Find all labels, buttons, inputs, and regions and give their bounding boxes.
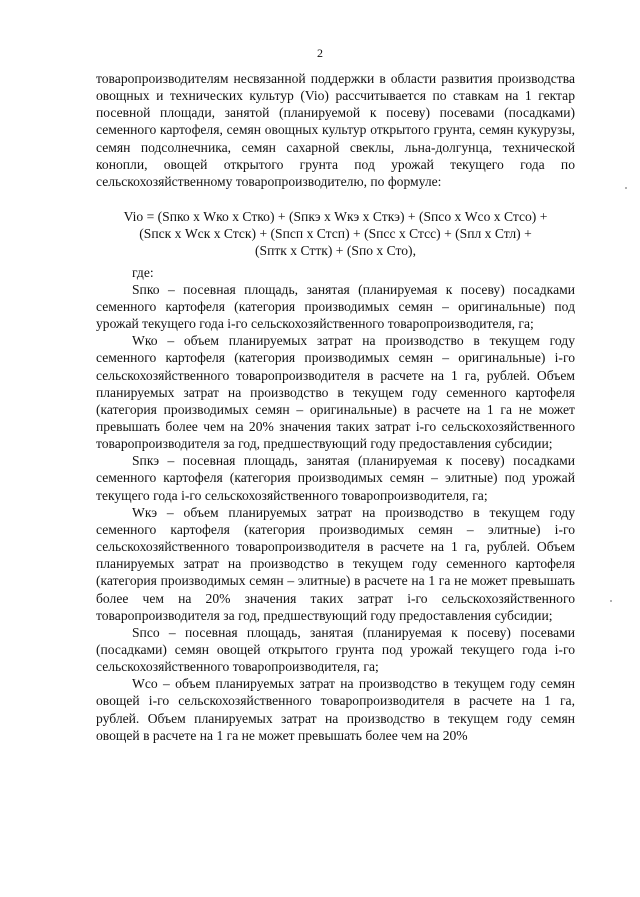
definition-spke: Sпкэ – посевная площадь, занятая (планируемая к посеву) посадками семенного картофеля (категория производимых семян – элитные) под урожай текущего года i-го сельскохозяйственного товаропроизводителя, га; <box>96 453 575 503</box>
formula-line-3: (Sптк х Сттк) + (Sпо х Сто), <box>255 243 416 259</box>
definition-spko: Sпко – посевная площадь, занятая (планируемая к посеву) посадками семенного картофеля (категория производимых семян – оригинальные) под урожай текущего года i-го сельскохозяйственного товаропроизводителя, га; <box>96 281 575 332</box>
scan-speck <box>625 187 627 189</box>
definition-wso: Wсо – объем планируемых затрат на производство в текущем году семян овощей i-го сельскохозяйственного товаропроизводителя в расчете на 1 га, рублей. Объем планируемых затрат на производство в текущем году семян овощей в расчете на 1 га не может превышать более чем на 20% <box>96 676 575 743</box>
where-label: где: <box>132 264 154 280</box>
definition-spso: Sпсо – посевная площадь, занятая (планируемая к посеву) посевами (посадками) семян овощей открытого грунта под урожай текущего года i-го сельскохозяйственного товаропроизводителя, га; <box>96 624 575 675</box>
formula-line-2: (Sпск х Wск х Стск) + (Sпсп х Стсп) + (Sпсс х Стсс) + (Sпл х Стл) + <box>139 226 532 242</box>
subsidy-formula <box>96 208 575 259</box>
definition-wke: Wкэ – объем планируемых затрат на производство в текущем году семенного картофеля (категория производимых семян – элитные) i-го сельскохозяйственного товаропроизводителя в расчете на 1 га, рублей. Объем планируемых затрат на производство в текущем году семенного картофеля (категория производимых семян – элитные) в расчете на 1 га не может превышать более чем на 20% значения таких затрат i-го сельскохозяйственного товаропроизводителя за год, предшествующий году предоставления субсидии; <box>96 504 575 623</box>
scan-speck <box>610 600 612 602</box>
formula-line-1: Vio = (Sпко х Wко х Стко) + (Sпкэ х Wкэ х Сткэ) + (Sпсо х Wсо х Стсо) + <box>123 209 548 225</box>
document-body <box>96 70 575 744</box>
intro-paragraph: товаропроизводителям несвязанной поддержки в области развития производства овощных и технических культур (Vio) рассчитывается по ставкам на 1 гектар посевной площади, занятой (планируемой к посеву) посевами (посадками) семенного картофеля, семян овощных культур открытого грунта, семян кукурузы, семян подсолнечника, семян сахарной свеклы, льна-долгунца, технической конопли, овощей открытого грунта под урожай текущего года по сельскохозяйственному товаропроизводителю, по формуле: <box>96 71 575 189</box>
page-number: 2 <box>317 46 323 60</box>
definition-wko: Wко – объем планируемых затрат на производство в текущем году семенного картофеля (категория производимых семян – оригинальные) i-го сельскохозяйственного товаропроизводителя в расчете на 1 га, рублей. Объем планируемых затрат на производство в текущем году семенного картофеля (категория производимых семян – оригинальные) в расчете на 1 га не может превышать более чем на 20% значения таких затрат i-го сельскохозяйственного товаропроизводителя за год, предшествующий году предоставления субсидии; <box>96 333 575 452</box>
